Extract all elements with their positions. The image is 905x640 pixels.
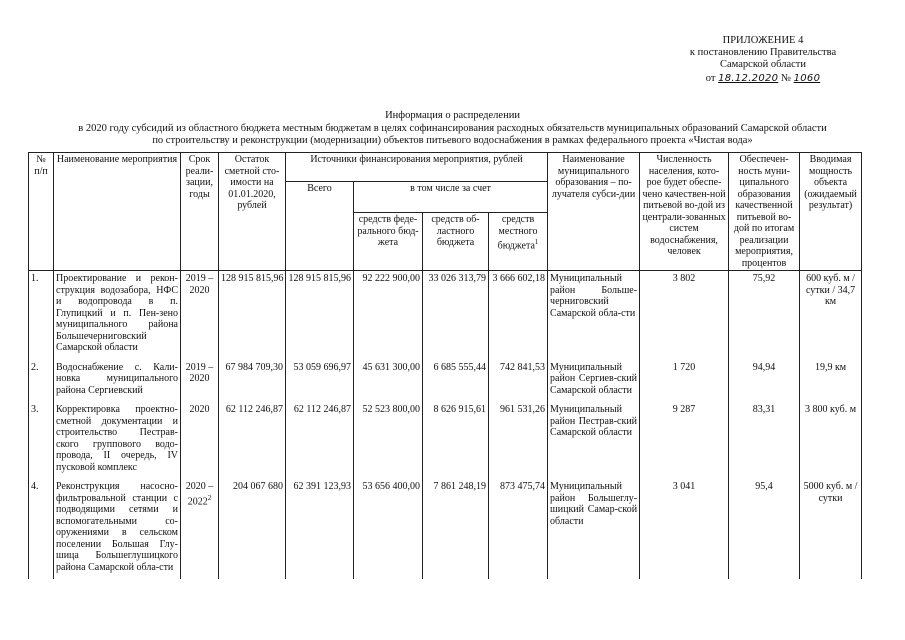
footnote-mark: 1 xyxy=(534,238,539,246)
row-name: Корректировка проектно-сметной документации и строительство Пестрав-ского группового водо-провода, II очередь, IV пусковой комплекс xyxy=(54,402,181,479)
header-population: Численность населения, кото-рое будет обеспе-чено качествен-ной питьевой во-дой из централи-зованных систем водоснабжения, человек xyxy=(640,153,729,271)
row-federal: 52 523 800,00 xyxy=(354,402,423,479)
row-term: 2019 – 2020 xyxy=(181,271,219,360)
title-line-1: Информация о распределении xyxy=(385,110,520,121)
row-local: 742 841,53 xyxy=(489,360,548,403)
row-capacity: 5000 куб. м / сутки xyxy=(800,479,862,579)
table-row xyxy=(29,479,862,579)
header-provision: Обеспечен-ность муни-ципального образования качественной питьевой во-дой по итогам реализации мероприятия, процентов xyxy=(729,153,800,271)
header-federal: средств феде-рального бюд-жета xyxy=(354,213,423,271)
appendix-title: ПРИЛОЖЕНИЕ 4 xyxy=(722,35,804,46)
header-term: Срок реали-зации, годы xyxy=(181,153,219,271)
table-row xyxy=(29,360,862,403)
header-recipient: Наименование муниципального образования – по-лучателя субси-дии xyxy=(548,153,640,271)
header-row-1 xyxy=(29,153,862,182)
row-recipient: Муниципальный район Сергиев-ский Самарской области xyxy=(548,360,640,403)
row-total: 53 059 696,97 xyxy=(286,360,354,403)
row-local: 961 531,26 xyxy=(489,402,548,479)
row-recipient: Муниципальный район Пестрав-ский Самарской области xyxy=(548,402,640,479)
row-total: 128 915 815,96 xyxy=(286,271,354,360)
header-total: Всего xyxy=(286,182,354,271)
row-name: Водоснабжение с. Кали-новка муниципального района Сергиевский xyxy=(54,360,181,403)
row-balance: 62 112 246,87 xyxy=(219,402,286,479)
appendix-resolution: к постановлению Правительства xyxy=(689,47,837,58)
header-name: Наименование мероприятия xyxy=(54,153,181,271)
row-regional: 6 685 555,44 xyxy=(423,360,489,403)
row-local: 3 666 602,18 xyxy=(489,271,548,360)
row-term: 2019 – 2020 xyxy=(181,360,219,403)
row-balance: 67 984 709,30 xyxy=(219,360,286,403)
row-provision: 95,4 xyxy=(729,479,800,579)
appendix-signature-line xyxy=(683,73,843,85)
row-federal: 92 222 900,00 xyxy=(354,271,423,360)
row-provision: 75,92 xyxy=(729,271,800,360)
row-provision: 83,31 xyxy=(729,402,800,479)
title-line-3: по строительству и реконструкции (модернизации) объектов питьевого водоснабжения в рамках федерального проекта «Чистая вода» xyxy=(152,135,753,146)
row-regional: 33 026 313,79 xyxy=(423,271,489,360)
handwritten-date: 18.12.2020 xyxy=(718,73,779,84)
header-num: № п/п xyxy=(29,153,54,271)
table-row xyxy=(29,402,862,479)
row-name: Проектирование и рекон-струкция водозабора, НФС и водопровода в п. Глупицкий и п. Пен-зено муниципального района Большечерниговский Самарской области xyxy=(54,271,181,360)
row-num: 2. xyxy=(29,360,54,403)
row-name: Реконструкция насосно-фильтровальной станции с подводящими сетями и вспомогательными со-оружениями в сельском поселении Большая Глу-шица Большеглушицкого района Самарской обла-сти xyxy=(54,479,181,579)
number-label: № xyxy=(780,73,791,84)
appendix-block xyxy=(683,35,843,85)
subsidy-table xyxy=(28,152,862,579)
row-regional: 7 861 248,19 xyxy=(423,479,489,579)
row-num: 3. xyxy=(29,402,54,479)
row-capacity: 3 800 куб. м xyxy=(800,402,862,479)
row-total: 62 112 246,87 xyxy=(286,402,354,479)
row-num: 4. xyxy=(29,479,54,579)
row-federal: 45 631 300,00 xyxy=(354,360,423,403)
header-capacity: Вводимая мощность объекта (ожидаемый результат) xyxy=(800,153,862,271)
row-term: 2020 xyxy=(181,402,219,479)
row-total: 62 391 123,93 xyxy=(286,479,354,579)
row-population: 9 287 xyxy=(640,402,729,479)
row-recipient: Муниципальный район Больше-черниговский Самарской обла-сти xyxy=(548,271,640,360)
appendix-region: Самарской области xyxy=(720,59,806,70)
handwritten-number: 1060 xyxy=(793,73,821,84)
row-term: 2020 – 2022$^2$ xyxy=(181,479,219,579)
row-balance: 204 067 680 xyxy=(219,479,286,579)
document-title xyxy=(0,110,905,148)
row-population: 3 802 xyxy=(640,271,729,360)
row-local: 873 475,74 xyxy=(489,479,548,579)
title-line-2: в 2020 году субсидий из областного бюджета местным бюджетам в целях софинансирования расходных обязательств муниципальных образований Самарской области xyxy=(78,122,827,134)
row-regional: 8 626 915,61 xyxy=(423,402,489,479)
row-recipient: Муниципальный район Большеглу-шицкий Самар-ской области xyxy=(548,479,640,579)
row-provision: 94,94 xyxy=(729,360,800,403)
row-population: 1 720 xyxy=(640,360,729,403)
footnote-mark: 2 xyxy=(207,493,212,502)
row-population: 3 041 xyxy=(640,479,729,579)
row-federal: 53 656 400,00 xyxy=(354,479,423,579)
row-capacity: 600 куб. м / сутки / 34,7 км xyxy=(800,271,862,360)
header-local: средств местного бюджета$^1$ xyxy=(489,213,548,271)
row-capacity: 19,9 км xyxy=(800,360,862,403)
from-label: от xyxy=(705,73,716,84)
header-regional: средств об-ластного бюджета xyxy=(423,213,489,271)
header-sources: Источники финансирования мероприятия, рублей xyxy=(286,153,548,182)
header-incl: в том числе за счет xyxy=(354,182,548,213)
row-balance: 128 915 815,96 xyxy=(219,271,286,360)
table-row xyxy=(29,271,862,360)
header-balance: Остаток сметной сто-имости на 01.01.2020, рублей xyxy=(219,153,286,271)
row-num: 1. xyxy=(29,271,54,360)
